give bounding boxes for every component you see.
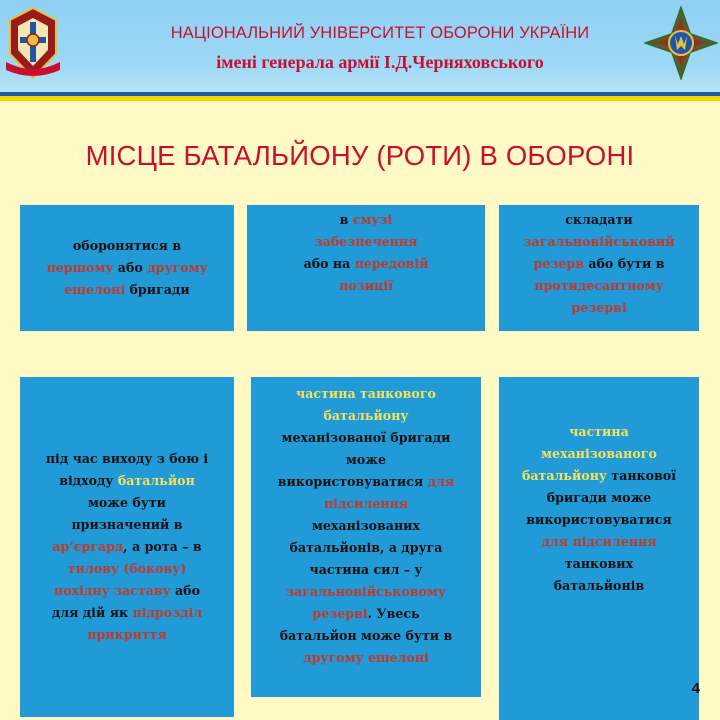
university-crest-icon bbox=[2, 6, 64, 82]
box-tank-battalion: частина танкового батальйону механізованої бригади може використовуватися для підсилення механізованих батальйонів, а друга частина сил – у загальновійськовому резерві. Увесь батальйон може бути в другому ешелоні bbox=[251, 377, 481, 697]
armed-forces-cross-icon bbox=[644, 6, 718, 80]
page-number: 4 bbox=[691, 680, 700, 697]
header-stripe-yellow bbox=[0, 96, 720, 101]
university-dedication: імені генерала армії І.Д.Черняховського bbox=[216, 52, 544, 72]
slide-title: МІСЦЕ БАТАЛЬЙОНУ (РОТИ) В ОБОРОНІ bbox=[85, 140, 635, 171]
box-first-second-echelon: оборонятися в першому або другому ешелоні бригади bbox=[20, 205, 234, 331]
box-withdrawal-rearguard: під час виходу з бою і відходу батальйон може бути призначений в ар’єргард, а рота – в тилову (бокову) похідну заставу або для дій як підрозділ прикриття bbox=[20, 377, 234, 717]
university-name: НАЦІОНАЛЬНИЙ УНІВЕРСИТЕТ ОБОРОНИ УКРАЇНИ bbox=[170, 24, 590, 42]
box-reserve: складати загальновійськовий резерв або бути в протидесантному резерві bbox=[499, 205, 699, 331]
slide-header bbox=[0, 0, 720, 92]
box-security-zone: в смузі забезпечення або на передовій позиції bbox=[247, 205, 485, 331]
box-mech-battalion: частина механізованого батальйону танкової бригади може використовуватися для підсилення танкових батальйонів bbox=[499, 377, 699, 720]
